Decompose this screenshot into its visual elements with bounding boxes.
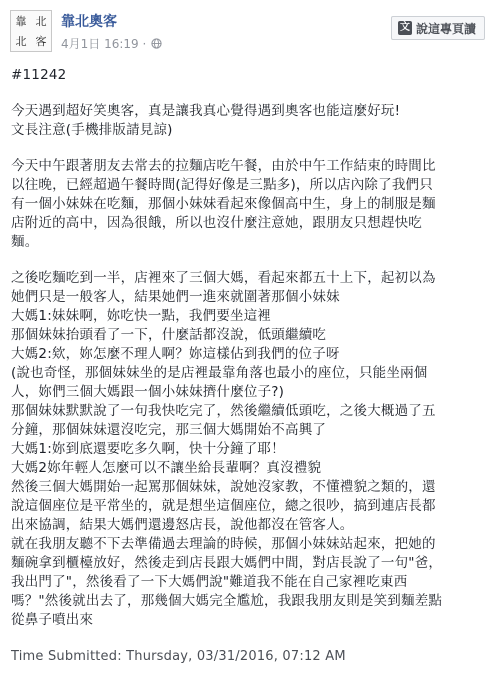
time-submitted: Time Submitted: Thursday, 03/31/2016, 07:12 AM [11,649,346,664]
post-line: 大媽1:妹妹啊，妳吃快一點，我們要坐這裡 [11,308,272,324]
post-line: 有一個小妹妹在吃麵，那個小妹妹看起來像個高中生，身上的制服是麵 [11,196,436,212]
post-line: 出來協調，結果大媽們還邊怒店長，說他都沒在管客人。 [11,517,354,533]
post-line: 之後吃麵吃到一半，店裡來了三個大媽，看起來都五十上下，起初以為 [11,270,436,286]
post-header [0,0,495,62]
post-line: 她們只是一般客人，結果她們一進來就圍著那個小妹妹 [11,289,340,305]
post-line: 從鼻子噴出來 [11,612,94,628]
avatar-char: 靠 [15,14,27,28]
globe-icon [151,38,162,49]
post-line: 麵碗拿到櫃檯放好，然後走到店長跟大媽們中間，對店長說了一句"爸， [11,555,443,571]
paragraph-gap [11,140,485,157]
post-line: 今天遇到超好笑奧客，真是讓我真心覺得遇到奧客也能這麼好玩! [11,103,401,119]
translate-icon: 文 [399,22,410,33]
translate-button-label: 說這專頁讀 [415,21,476,36]
post-line: 我出門了"，然後看了一下大媽們說"難道我不能在自己家裡吃東西 [11,574,408,590]
paragraph-gap [11,252,485,269]
post-line: 說這個座位是平常坐的，就是想坐這個座位，總之很吵，搞到連店長都 [11,498,436,514]
post-line: 今天中午跟著朋友去常去的拉麵店吃午餐，由於中午工作結束的時間比 [11,158,436,174]
page-avatar[interactable] [10,10,52,52]
avatar-char: 客 [35,34,47,48]
post-meta [61,35,162,52]
post-line: (說也奇怪，那個妹妹坐的是店裡最靠角落也最小的座位，只能坐兩個 [11,365,428,381]
translate-button[interactable] [391,16,485,40]
post-line: 分鐘，那個妹妹還沒吃完，那三個大媽開始不高興了 [11,422,327,438]
post-line: #11242 [11,67,67,83]
avatar-char: 北 [35,14,47,28]
post-line: 麵。 [11,234,39,250]
post-line: 那個妹妹抬頭看了一下，什麼話都沒說，低頭繼續吃 [11,327,327,343]
avatar-char: 北 [15,34,27,48]
post-line: 那個妹妹默默說了一句我快吃完了，然後繼續低頭吃，之後大概過了五 [11,403,436,419]
post-line: 以往晚，已經超過午餐時間(記得好像是三點多)，所以店內除了我們只 [11,177,433,193]
paragraph-gap [11,85,485,102]
page-name-link[interactable]: 靠北奧客 [61,14,117,30]
post-line: 大媽1:妳到底還要吃多久啊，快十分鐘了耶！ [11,441,285,457]
post-line: 然後三個大媽開始一起罵那個妹妹，說她沒家教，不懂禮貌之類的，還 [11,479,436,495]
paragraph-gap [11,630,485,647]
post-line: 店附近的高中，因為很餓，所以也沒什麼注意她，跟朋友只想趕快吃 [11,215,422,231]
post-line: 大媽2妳年輕人怎麼可以不讓坐給長輩啊？真沒禮貌 [11,460,322,476]
post-body [11,66,485,666]
post-date-link[interactable]: 4月1日 16:19 · [61,37,147,51]
post-line: 嗎？"然後就出去了，那幾個大媽完全尷尬，我跟我朋友則是笑到麵差點 [11,593,443,609]
post-line: 文長注意(手機排版請見諒) [11,122,173,138]
post-line: 就在我朋友聽不下去準備過去理論的時候，那個小妹妹站起來，把她的 [11,536,436,552]
post-line: 大媽2:欸，妳怎麼不理人啊？妳這樣佔到我們的位子呀 [11,346,340,362]
post-line: 人，妳們三個大媽跟一個小妹妹擠什麼位子?) [11,384,285,400]
